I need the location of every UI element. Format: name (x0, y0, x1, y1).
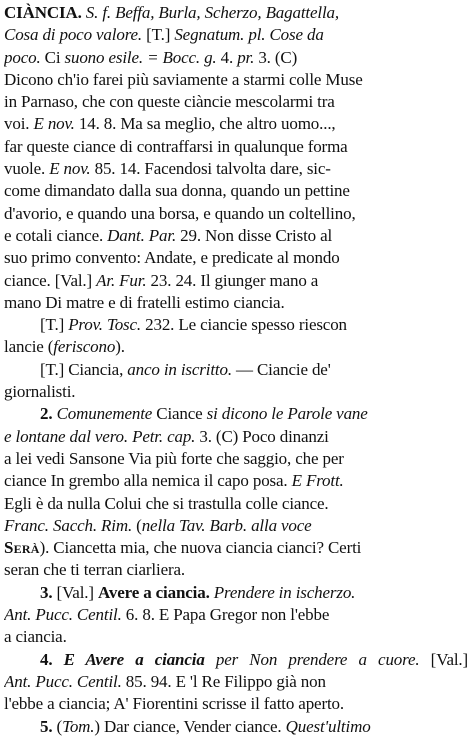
entry-text: Ant. Pucc. Centil. (4, 605, 122, 625)
entry-text: Cosa di poco valore. (4, 25, 143, 45)
entry-text: d'avorio, e quando una borsa, e quando un coltellino, (4, 203, 356, 223)
entry-line (4, 359, 468, 381)
entry-text: voi. (4, 114, 34, 134)
entry-text: [Val.] (419, 649, 468, 669)
entry-line (4, 426, 468, 448)
entry-text: ( (52, 716, 63, 736)
entry-text: nella Tav. Barb. alla voce (141, 515, 312, 535)
entry-line (4, 292, 468, 314)
entry-line (4, 24, 468, 46)
entry-line (4, 693, 468, 715)
entry-text: feriscono (53, 337, 116, 357)
entry-text: far queste ciance di contraffarsi in qualunque forma (4, 136, 348, 156)
entry-text: poco. (4, 47, 41, 67)
entry-text: 4. (40, 649, 53, 669)
entry-text: 4. (216, 47, 238, 67)
entry-text: [T.] Ciancia, (40, 359, 128, 379)
entry-text: Quest'ultimo (285, 716, 371, 736)
entry-text: — Ciancie de' (231, 359, 331, 379)
entry-line (4, 91, 468, 113)
entry-line (4, 2, 468, 24)
entry-text: 3. (40, 582, 53, 602)
entry-text: si dicono le Parole vane (206, 404, 368, 424)
entry-line (4, 403, 468, 425)
entry-text: E Frott. (291, 471, 344, 491)
entry-text: Ciance (152, 404, 207, 424)
entry-text: seran che ti terran ciarliera. (4, 560, 185, 580)
entry-text: E nov. (33, 114, 75, 134)
entry-text (52, 650, 63, 669)
entry-text: 14. 8. Ma sa meglio, che altro uomo..., (74, 114, 336, 134)
entry-text: 85. 14. Facendosi talvolta dare, sic- (90, 159, 331, 179)
entry-text: a ciancia. (4, 627, 67, 647)
entry-line (4, 203, 468, 225)
entry-text: anco in iscritto. (127, 359, 232, 379)
entry-line (4, 582, 468, 604)
entry-text: ciance In grembo alla nemica il capo posa. (4, 471, 292, 491)
entry-line (4, 314, 468, 336)
entry-line (4, 493, 468, 515)
entry-text: in Parnaso, che con queste ciàncie mescolarmi tra (4, 92, 335, 112)
entry-text: Prendere in ischerzo. (213, 582, 356, 602)
entry-line (4, 716, 468, 738)
entry-text: giornalisti. (4, 382, 76, 402)
entry-text: ) Dar ciance, Vender ciance. (94, 716, 286, 736)
entry-text: pr. (237, 47, 255, 67)
entry-text: Ant. Pucc. Centil. (4, 671, 122, 691)
entry-text: 85. 94. E 'l Re Filippo già non (121, 671, 326, 691)
entry-text: 2. (40, 404, 53, 424)
entry-line (4, 47, 468, 69)
entry-text: mano Di matre e di fratelli estimo ciancia. (4, 292, 285, 312)
entry-text: Ci (40, 47, 65, 67)
entry-text: CIÀNCIA. (4, 3, 82, 22)
entry-text: e lontane dal vero. Petr. cap. (4, 426, 196, 446)
entry-text: 232. Le ciancie spesso riescon (141, 315, 347, 335)
entry-line (4, 69, 468, 91)
entry-text: Dant. Par. (107, 225, 177, 245)
entry-text: [T.] (40, 315, 69, 335)
entry-text: Tom. (62, 716, 95, 736)
entry-text (205, 650, 216, 669)
entry-text: S. f. Beffa, Burla, Scherzo, Bagattella, (85, 3, 339, 22)
entry-text: Serà (4, 538, 40, 558)
entry-text: 3. (C) Poco dinanzi (195, 426, 329, 446)
entry-line (4, 225, 468, 247)
entry-text: a lei vedi Sansone Via più forte che saggio, che per (4, 448, 344, 468)
entry-line (4, 604, 468, 626)
entry-text: E nov. (49, 159, 91, 179)
entry-text: 23. 24. Il giunger mano a (146, 270, 319, 290)
entry-line (4, 136, 468, 158)
entry-line (4, 270, 468, 292)
entry-text: Segnatum. pl. Cose da (174, 25, 324, 45)
entry-text: ciance. [Val.] (4, 270, 97, 290)
entry-text: 3. (C) (254, 47, 298, 67)
entry-text: ). (115, 337, 125, 357)
entry-line (4, 448, 468, 470)
entry-line (4, 381, 468, 403)
entry-text: [Val.] (52, 582, 98, 602)
entry-line (4, 158, 468, 180)
entry-text: suono esile. = Bocc. g. (64, 47, 217, 67)
entry-text: per Non prendere a cuore. (215, 649, 420, 669)
entry-text: lancie ( (4, 337, 54, 357)
entry-line (4, 470, 468, 492)
entry-text: ). Ciancetta mia, che nuova ciancia cianci? Certi (39, 538, 362, 558)
entry-line (4, 671, 468, 693)
entry-text: 29. Non disse Cristo al (176, 225, 333, 245)
entry-text: Prov. Tosc. (68, 315, 142, 335)
entry-line (4, 649, 468, 671)
entry-text: Ar. Fur. (96, 270, 147, 290)
entry-line (4, 537, 468, 559)
entry-line (4, 336, 468, 358)
entry-text: Franc. Sacch. Rim. (4, 515, 133, 535)
entry-text: 5. (40, 716, 53, 736)
entry-text: e cotali ciance. (4, 225, 108, 245)
entry-text: Egli è da nulla Colui che si trastulla colle ciance. (4, 493, 329, 513)
entry-text: 6. 8. E Papa Gregor non l'ebbe (121, 605, 330, 625)
entry-text: l'ebbe a ciancia; A' Fiorentini scrisse il fatto aperto. (4, 694, 344, 714)
entry-text: Dicono ch'io farei più saviamente a starmi colle Muse (4, 69, 363, 89)
entry-line (4, 515, 468, 537)
entry-text: come dimandato dalla sua donna, quando un pettine (4, 181, 350, 201)
entry-text: Avere a ciancia. (98, 582, 210, 602)
entry-text: [T.] (142, 25, 175, 45)
entry-line (4, 247, 468, 269)
entry-text: E Avere a ciancia (63, 649, 205, 669)
entry-text: ( (132, 515, 142, 535)
entry-line (4, 113, 468, 135)
entry-line (4, 559, 468, 581)
entry-text: Comunemente (56, 404, 153, 424)
entry-text: suo primo convento: Andate, e predicate al mondo (4, 248, 340, 268)
entry-line (4, 180, 468, 202)
entry-line (4, 626, 468, 648)
entry-text: vuole. (4, 159, 50, 179)
